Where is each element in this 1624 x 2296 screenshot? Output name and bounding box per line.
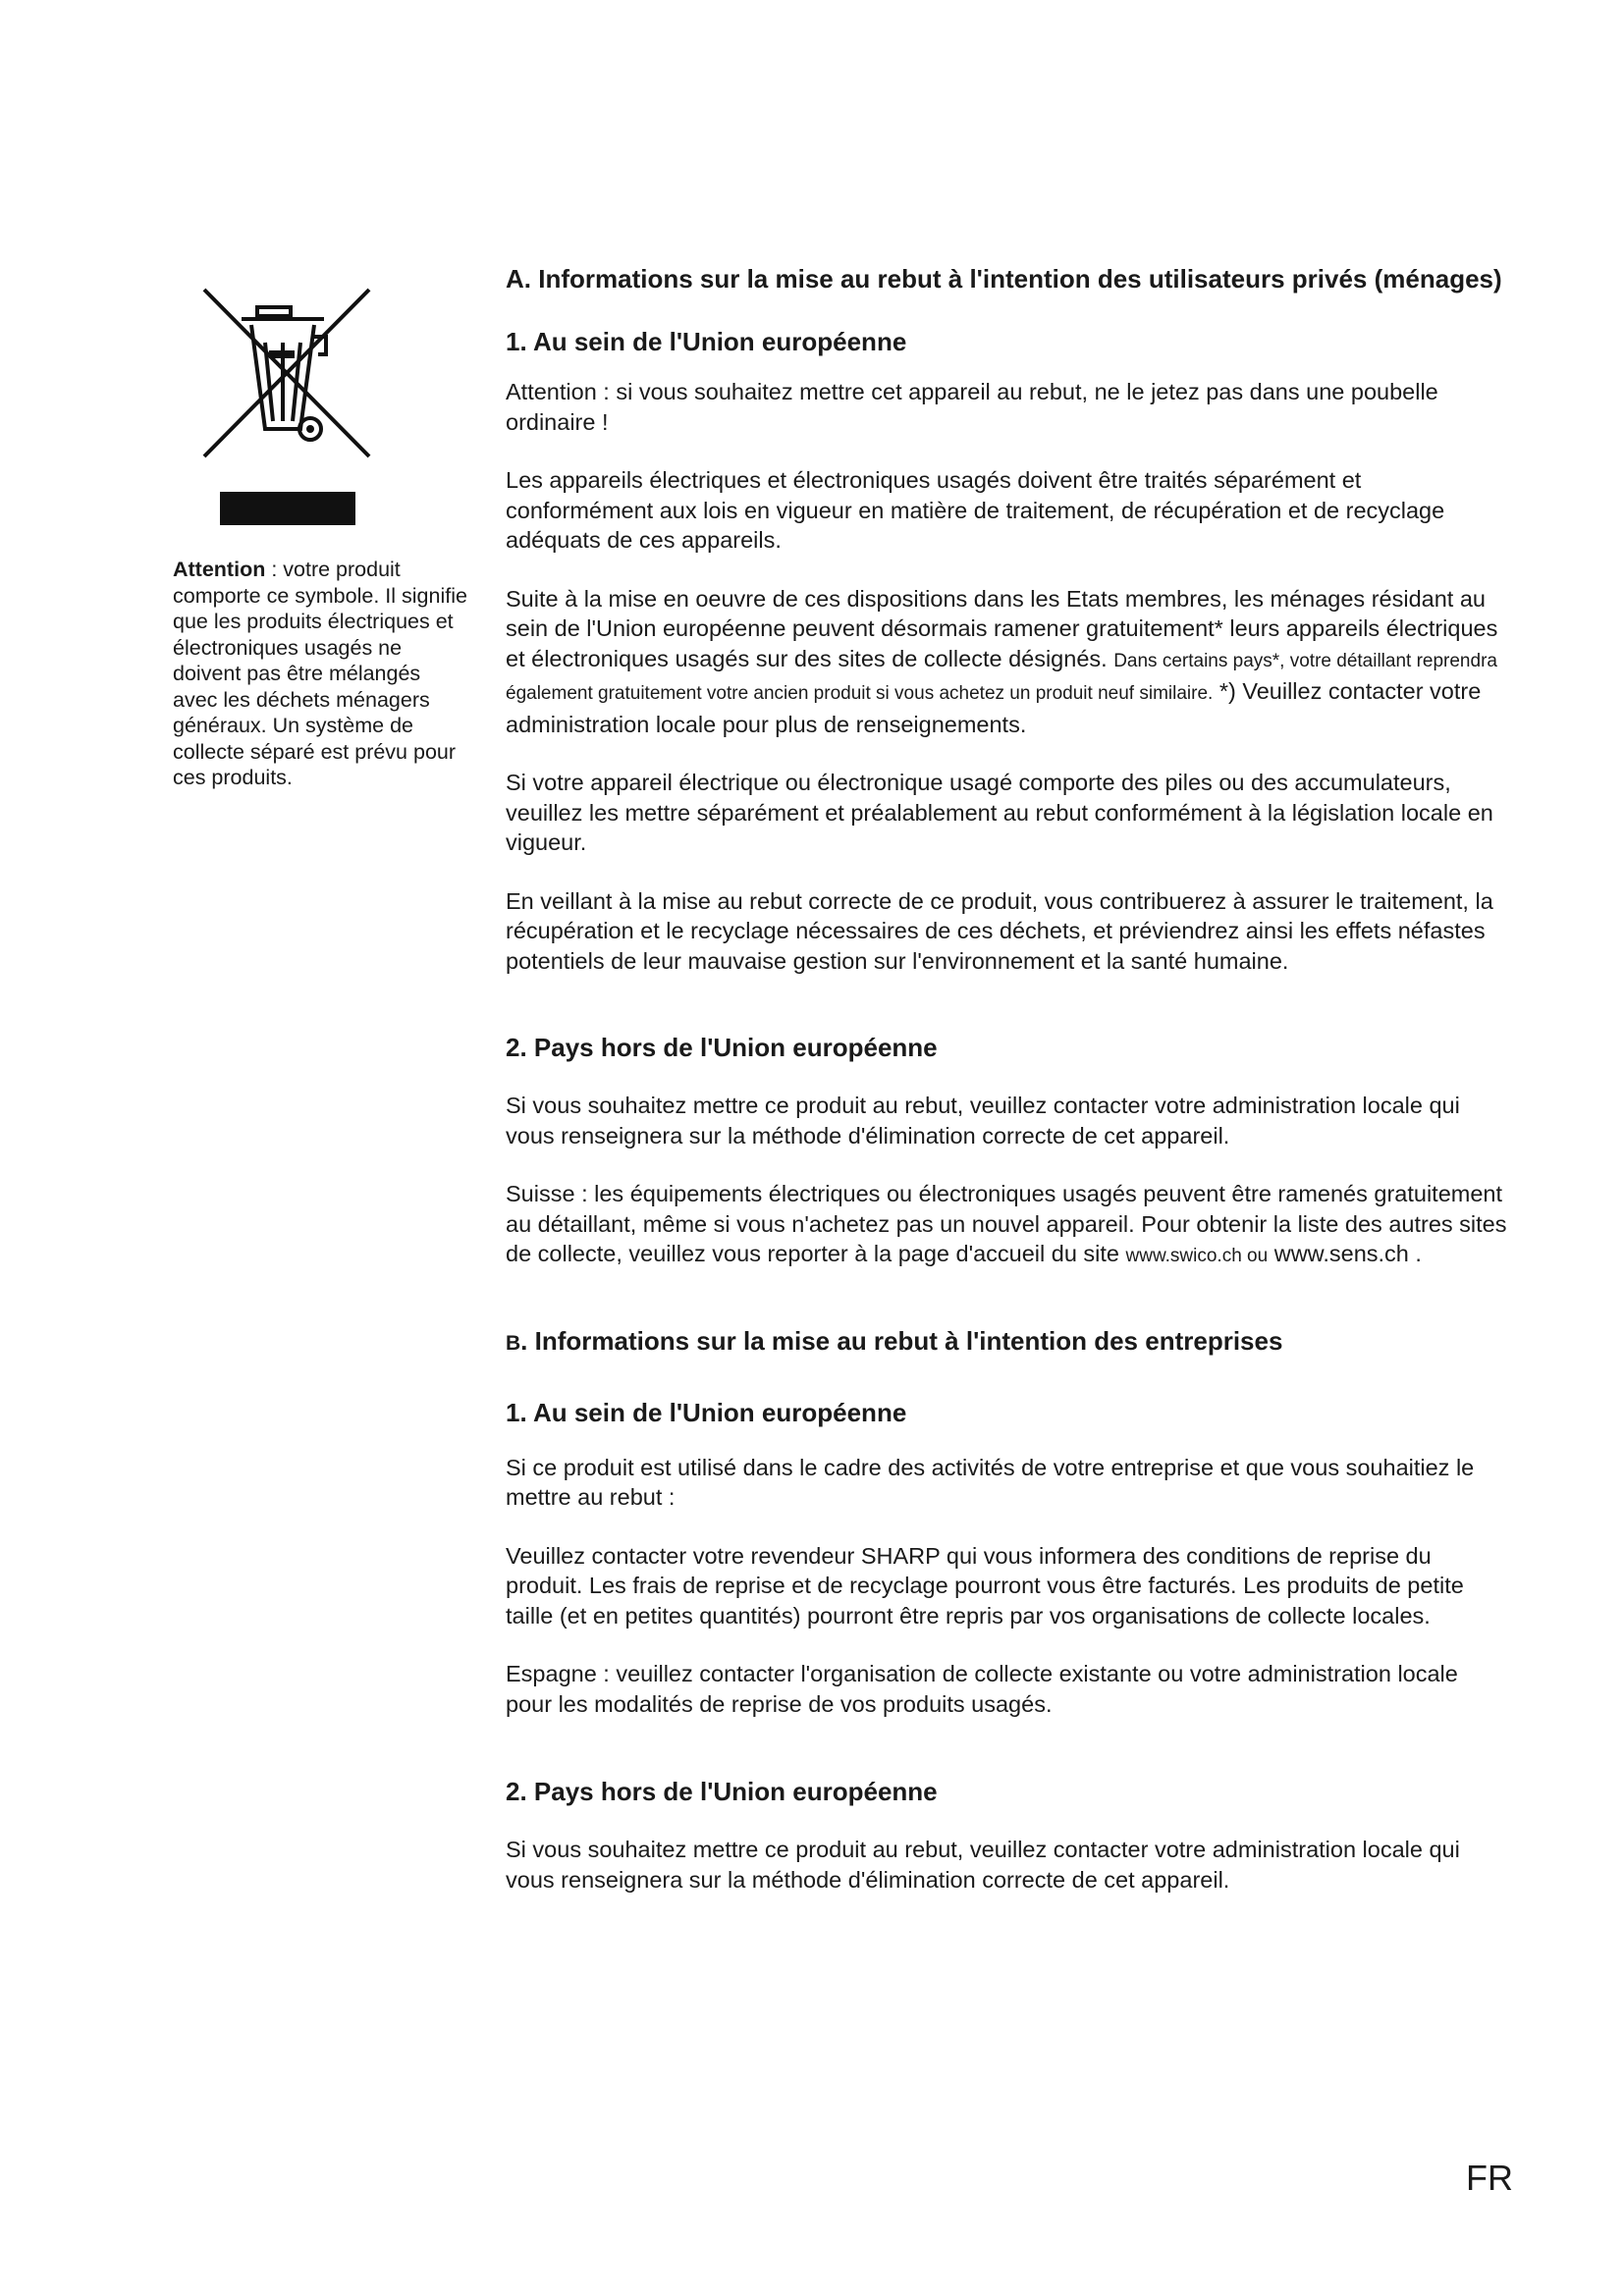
sidebar (173, 280, 467, 791)
section-a-eu-paragraph: Attention : si vous souhaitez mettre cet appareil au rebut, ne le jetez pas dans une poubelle ordinaire ! (506, 379, 1438, 435)
separate-collection-bar (220, 492, 355, 525)
section-a-eu-paragraph (506, 584, 1507, 740)
main-content (506, 263, 1507, 1895)
paragraph-main-text: Suite à la mise en oeuvre de ces dispositions dans les Etats membres, les ménages résidant au sein de l'Union européenne peuvent désormais ramener gratuitement* leurs appareils électriques et électroniques usagés sur des sites de collecte désignés. (506, 585, 1498, 671)
paragraph-end-text: *) Veuillez contacter votre administration locale pour plus de renseignements. (506, 678, 1482, 737)
section-a-title: A. Informations sur la mise au rebut à l'intention des utilisateurs privés (ménages) (506, 264, 1502, 294)
section-a-non-eu-paragraph (506, 1179, 1507, 1272)
language-label: FR (1466, 2158, 1513, 2198)
paragraph-main-text: Suisse : les équipements électriques ou électroniques usagés peuvent être ramenés gratuitement au détaillant, même si vous n'achetez pas un nouvel appareil. Pour obtenir la liste des autres sites de collecte, veuillez vous reporter à la page d'accueil du site (506, 1181, 1507, 1266)
crossed-out-wheelie-bin-icon (194, 280, 381, 466)
section-b-letter: B (506, 1331, 521, 1355)
section-b-eu-paragraph: Espagne : veuillez contacter l'organisation de collecte existante ou votre administration locale pour les modalités de reprise de vos produits usagés. (506, 1661, 1458, 1717)
section-a-non-eu-heading: 2. Pays hors de l'Union européenne (506, 1033, 938, 1062)
paragraph-end-text: www.sens.ch . (1268, 1241, 1422, 1266)
section-a-eu-paragraph: Si votre appareil électrique ou électronique usagé comporte des piles ou des accumulateurs, veuillez les mettre séparément et préalablement au rebut conformément à la législation locale en vigueur. (506, 770, 1493, 855)
section-b-non-eu-paragraph: Si vous souhaitez mettre ce produit au rebut, veuillez contacter votre administration locale qui vous renseignera sur la méthode d'élimination correcte de cet appareil. (506, 1837, 1460, 1893)
section-b-title (506, 1325, 1507, 1360)
section-a-eu-paragraph: Les appareils électriques et électroniques usagés doivent être traités séparément et conformément aux lois en vigueur en matière de traitement, de récupération et de recyclage adéquats de ces appareils. (506, 467, 1445, 553)
note-text: : votre produit comporte ce symbole. Il signifie que les produits électriques et électroniques usagés ne doivent pas être mélangés avec les déchets ménagers généraux. Un système de collecte séparé est prévu pour ces produits. (173, 558, 467, 789)
note-label: Attention (173, 558, 266, 581)
paragraph-small-print: Dans certains pays*, votre détaillant reprendra également gratuitement votre ancien produit si vous achetez un produit neuf similaire. (506, 650, 1497, 704)
section-a-eu-paragraph: En veillant à la mise au rebut correcte de ce produit, vous contribuerez à assurer le traitement, la récupération et le recyclage nécessaires de ces déchets, et préviendrez ainsi les effets néfastes potentiels de leur mauvaise gestion sur l'environnement et la santé humaine. (506, 887, 1493, 974)
section-b-eu-heading: 1. Au sein de l'Union européenne (506, 1397, 907, 1427)
symbol-explanation-note (173, 557, 467, 791)
section-b-eu-paragraph: Veuillez contacter votre revendeur SHARP qui vous informera des conditions de reprise du produit. Les frais de reprise et de recyclage pourront vous être facturés. Les produits de petite taille (et en petites quantités) pourront être repris par vos organisations de collecte locales. (506, 1542, 1464, 1629)
section-b-title-text: . Informations sur la mise au rebut à l'intention des entreprises (520, 1325, 1283, 1356)
section-b-non-eu-heading: 2. Pays hors de l'Union européenne (506, 1777, 938, 1806)
paragraph-small-print: www.swico.ch ou (1125, 1246, 1269, 1266)
section-a-eu-heading: 1. Au sein de l'Union européenne (506, 327, 907, 356)
section-b-eu-paragraph: Si ce produit est utilisé dans le cadre des activités de votre entreprise et que vous souhaitiez le mettre au rebut : (506, 1454, 1475, 1510)
section-a-non-eu-paragraph: Si vous souhaitez mettre ce produit au rebut, veuillez contacter votre administration locale qui vous renseignera sur la méthode d'élimination correcte de cet appareil. (506, 1093, 1460, 1148)
